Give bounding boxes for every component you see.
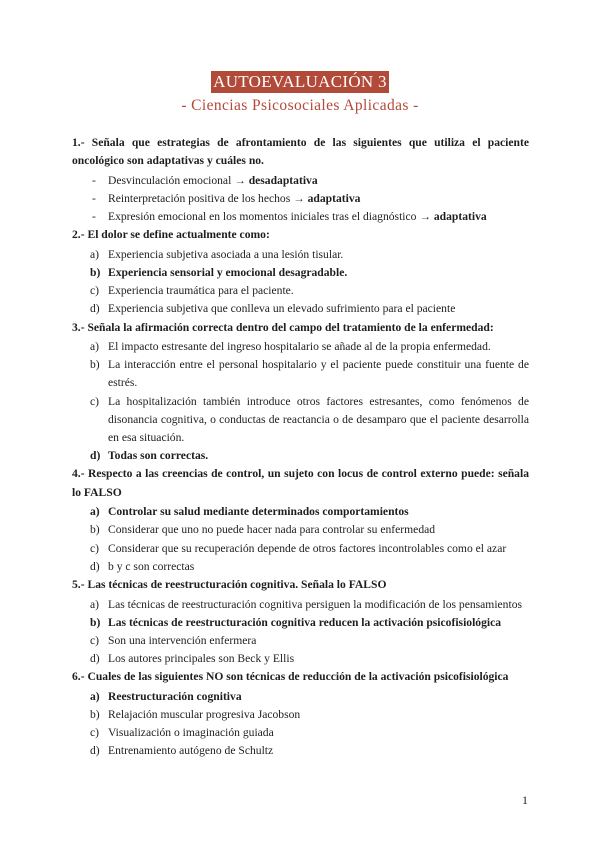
option-item	[72, 300, 529, 318]
option-text: Las técnicas de reestructuración cognitiva reducen la activación psicofisiológica	[108, 615, 502, 629]
option-marker: b)	[90, 358, 100, 372]
question-5	[72, 576, 529, 668]
option-item	[72, 172, 529, 190]
option-item	[72, 650, 529, 668]
option-item	[72, 338, 529, 356]
option-marker: -	[92, 210, 96, 224]
option-text: Considerar que uno no puede hacer nada para controlar su enfermedad	[108, 523, 436, 537]
option-marker: -	[92, 173, 96, 187]
option-marker: b)	[90, 523, 100, 537]
options-list	[72, 688, 529, 761]
option-answer: desadaptativa	[248, 173, 318, 187]
option-text: Experiencia subjetiva asociada a una lesión tisular.	[108, 247, 344, 261]
option-marker: b)	[90, 707, 100, 721]
option-text: La hospitalización también introduce otros factores estresantes, como fenómenos de disonancia cognitiva, o conductas de reactancia o de desamparo que el paciente desarrolla en esa situación.	[108, 394, 529, 445]
option-marker: c)	[90, 726, 100, 740]
option-text: Entrenamiento autógeno de Schultz	[108, 744, 274, 758]
option-text: El impacto estresante del ingreso hospitalario se añade al de la propia enfermedad.	[108, 340, 491, 354]
question-text: 2.- El dolor se define actualmente como:	[72, 228, 270, 242]
question-text: 1.- Señala que estrategias de afrontamiento de las siguientes que utiliza el paciente oncológico son adaptativas y cuáles no.	[72, 136, 529, 168]
option-item	[72, 558, 529, 576]
option-item	[72, 632, 529, 650]
question-6	[72, 668, 529, 760]
option-marker: a)	[90, 247, 100, 261]
option-item	[72, 208, 529, 226]
option-text: La interacción entre el personal hospitalario y el paciente puede constituir una fuente de estrés.	[108, 358, 529, 390]
document-title	[0, 71, 600, 93]
option-item	[72, 246, 529, 264]
option-text: Experiencia traumática para el paciente.	[108, 284, 294, 298]
options-list	[72, 503, 529, 576]
option-item	[72, 724, 529, 742]
question-1	[72, 134, 529, 226]
title-text: AUTOEVALUACIÓN 3	[213, 72, 387, 91]
option-text: b y c son correctas	[108, 559, 195, 573]
question-4	[72, 465, 529, 576]
option-marker: c)	[90, 541, 100, 555]
question-2	[72, 226, 529, 318]
option-marker: b)	[90, 615, 101, 629]
option-text: Reinterpretación positiva de los hechos →	[108, 192, 308, 206]
option-marker: a)	[90, 505, 100, 519]
option-text: Todas son correctas.	[108, 449, 209, 463]
option-text: Son una intervención enfermera	[108, 633, 257, 647]
option-text: Expresión emocional en los momentos iniciales tras el diagnóstico →	[108, 210, 434, 224]
question-3	[72, 319, 529, 466]
option-text: Relajación muscular progresiva Jacobson	[108, 707, 301, 721]
question-text: 4.- Respecto a las creencias de control, un sujeto con locus de control externo puede: señala lo FALSO	[72, 467, 529, 499]
option-item	[72, 282, 529, 300]
option-item	[72, 706, 529, 724]
option-marker: c)	[90, 633, 100, 647]
option-text: Reestructuración cognitiva	[108, 689, 242, 703]
option-answer: adaptativa	[307, 192, 361, 206]
question-text: 6.- Cuales de las siguientes NO son técnicas de reducción de la activación psicofisiológica	[72, 670, 509, 684]
options-list	[72, 338, 529, 465]
options-list	[72, 172, 529, 227]
option-marker: b)	[90, 266, 101, 280]
option-marker: d)	[90, 744, 100, 758]
document-subtitle: - Ciencias Psicosociales Aplicadas -	[181, 97, 419, 114]
page-number: 1	[522, 793, 528, 807]
option-text: Considerar que su recuperación depende de otros factores incontrolables como el azar	[108, 541, 507, 555]
option-marker: a)	[90, 597, 100, 611]
options-list	[72, 246, 529, 319]
option-text: Los autores principales son Beck y Ellis	[108, 652, 295, 666]
option-text: Desvinculación emocional →	[108, 173, 249, 187]
option-item	[72, 356, 529, 392]
option-text: Experiencia sensorial y emocional desagradable.	[108, 266, 348, 280]
option-item	[72, 447, 529, 465]
option-marker: d)	[90, 449, 101, 463]
option-item	[72, 614, 529, 632]
option-marker: c)	[90, 394, 100, 408]
option-marker: d)	[90, 652, 100, 666]
option-item	[72, 190, 529, 208]
option-text: Las técnicas de reestructuración cognitiva persiguen la modificación de los pensamientos	[108, 597, 523, 611]
option-marker: -	[92, 192, 96, 206]
option-item	[72, 393, 529, 448]
option-item	[72, 264, 529, 282]
option-item	[72, 688, 529, 706]
options-list	[72, 596, 529, 669]
option-item	[72, 742, 529, 760]
option-text: Controlar su salud mediante determinados comportamientos	[108, 505, 409, 519]
option-answer: adaptativa	[433, 210, 487, 224]
questions-list	[72, 134, 529, 761]
question-text: 5.- Las técnicas de reestructuración cognitiva. Señala lo FALSO	[72, 578, 387, 592]
question-text: 3.- Señala la afirmación correcta dentro del campo del tratamiento de la enfermedad:	[72, 320, 494, 334]
option-item	[72, 596, 529, 614]
option-text: Experiencia subjetiva que conlleva un elevado sufrimiento para el paciente	[108, 302, 456, 316]
option-marker: a)	[90, 340, 100, 354]
option-marker: d)	[90, 559, 100, 573]
option-item	[72, 540, 529, 558]
option-item	[72, 521, 529, 539]
option-marker: a)	[90, 689, 100, 703]
option-marker: c)	[90, 284, 100, 298]
option-marker: d)	[90, 302, 100, 316]
option-text: Visualización o imaginación guiada	[108, 726, 274, 740]
option-item	[72, 503, 529, 521]
